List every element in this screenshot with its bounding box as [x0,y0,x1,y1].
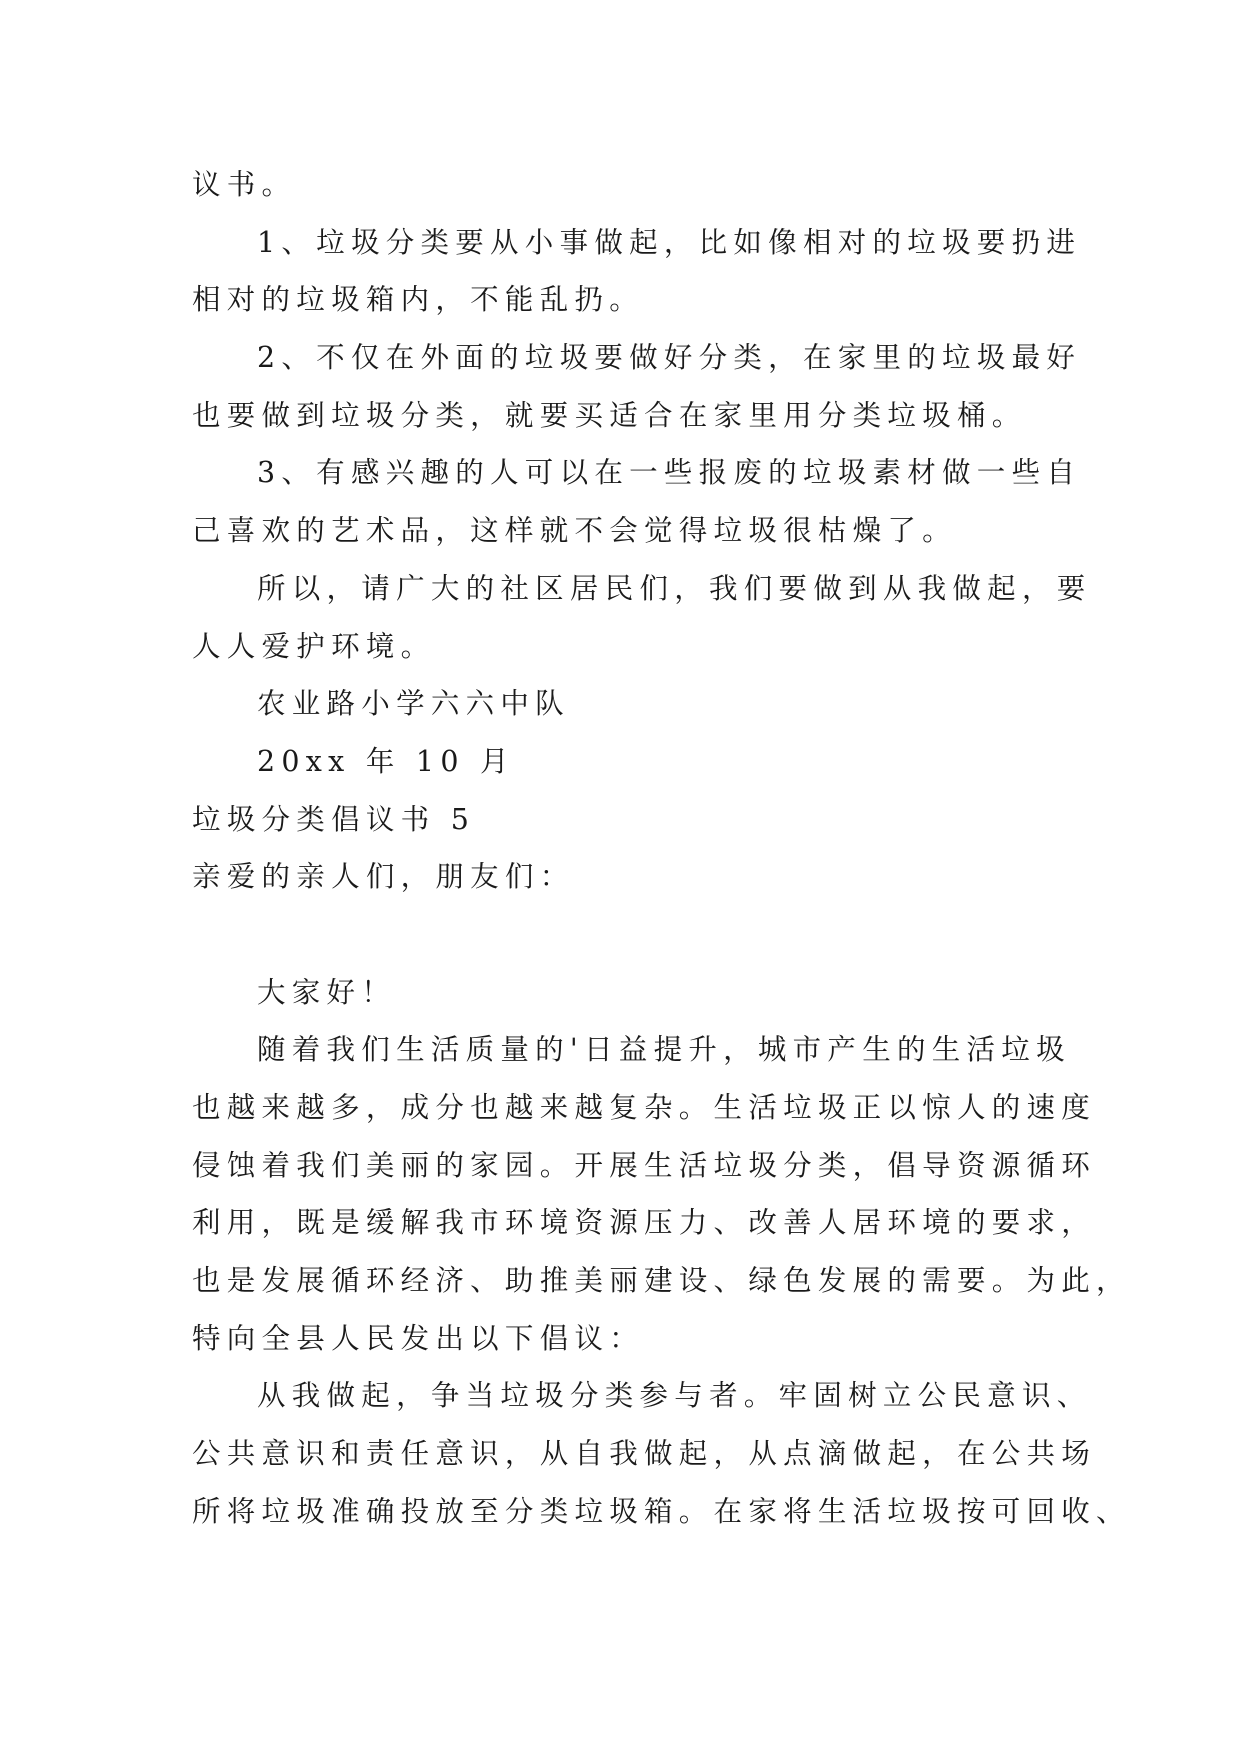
text-line: 利用，既是缓解我市环境资源压力、改善人居环境的要求， [192,1206,1097,1240]
text-line: 相对的垃圾箱内，不能乱扔。 [192,283,645,317]
closing-paragraph: 所以，请广大的社区居民们，我们要做到从我做起，要 [257,571,1092,605]
text-line: 侵蚀着我们美丽的家园。开展生活垃圾分类，倡导资源循环 [192,1148,1097,1182]
signature-date: 20xx 年 10 月 [257,744,515,778]
proposal-item-2: 2、不仅在外面的垃圾要做好分类，在家里的垃圾最好 [257,341,1082,375]
text-line: 人人爱护环境。 [192,629,436,663]
text-line: 也越来越多，成分也越来越复杂。生活垃圾正以惊人的速度 [192,1091,1097,1124]
blank-line [192,906,1052,964]
text-line: 己喜欢的艺术品，这样就不会觉得垃圾很枯燥了。 [192,514,957,548]
document-body [192,156,1131,1541]
signature-org: 农业路小学六六中队 [257,687,570,721]
text-line: 公共意识和责任意识，从自我做起，从点滴做起，在公共场 [192,1437,1097,1471]
text-line: 特向全县人民发出以下倡议： [192,1321,645,1355]
body-paragraph-start: 从我做起，争当垃圾分类参与者。牢固树立公民意识、 [257,1379,1092,1413]
greeting: 大家好！ [257,975,397,1009]
section-title: 垃圾分类倡议书 5 [192,802,476,836]
text-line: 也是发展循环经济、助推美丽建设、绿色发展的需要。为此， [192,1264,1131,1298]
proposal-item-1: 1、垃圾分类要从小事做起，比如像相对的垃圾要扔进 [257,225,1082,259]
proposal-item-3: 3、有感兴趣的人可以在一些报废的垃圾素材做一些自 [257,456,1082,490]
text-line: 所将垃圾准确投放至分类垃圾箱。在家将生活垃圾按可回收、 [192,1494,1131,1528]
salutation: 亲爱的亲人们，朋友们： [192,860,575,894]
body-paragraph-start: 随着我们生活质量的'日益提升，城市产生的生活垃圾 [257,1033,1071,1067]
text-line: 也要做到垃圾分类，就要买适合在家里用分类垃圾桶。 [192,398,1027,432]
text-line: 议书。 [192,168,297,201]
